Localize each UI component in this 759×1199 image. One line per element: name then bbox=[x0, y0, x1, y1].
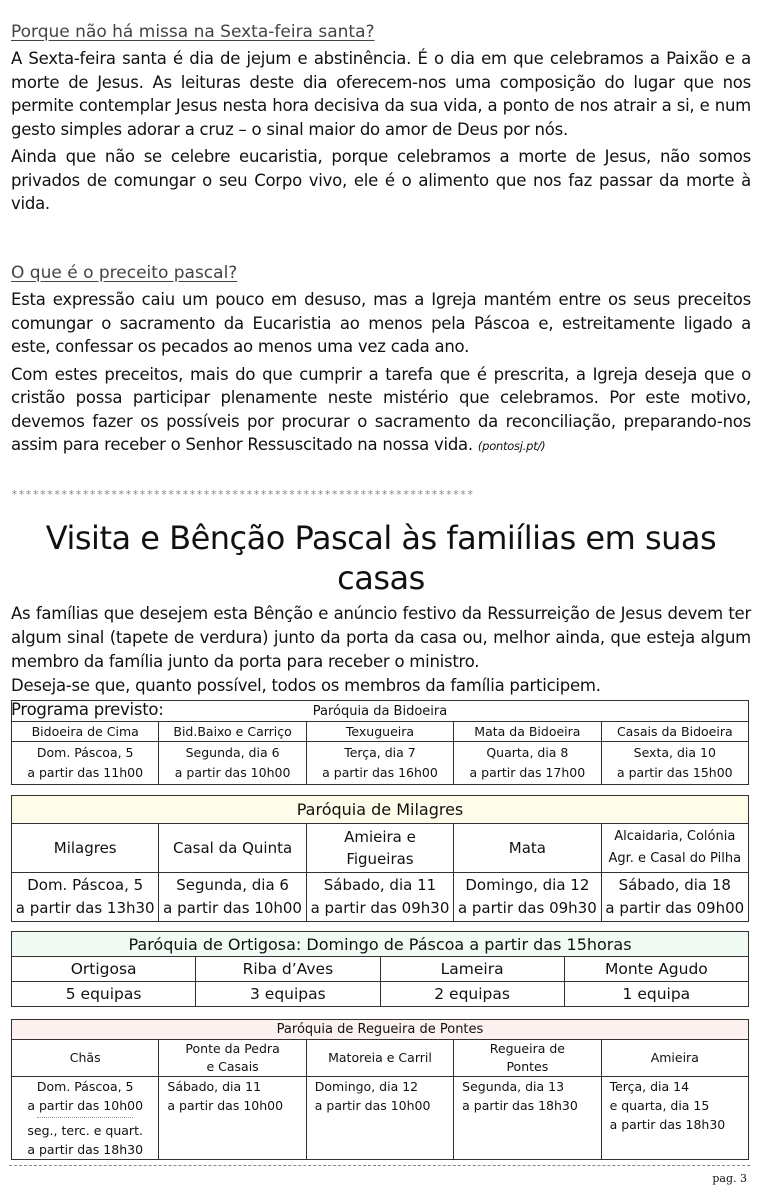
dotted-divider bbox=[37, 1117, 133, 1118]
schedule-day: Domingo, dia 12 bbox=[465, 876, 590, 894]
column-header: Ortigosa bbox=[12, 957, 196, 982]
page-number: pag. 3 bbox=[712, 1172, 747, 1185]
teams-cell: 5 equipas bbox=[12, 982, 196, 1007]
schedule-time: a partir das 18h30 bbox=[27, 1142, 144, 1157]
schedule-cell bbox=[601, 1077, 748, 1160]
schedule-cell bbox=[159, 742, 306, 785]
paragraph-preceito-1: Esta expressão caiu um pouco em desuso, mas a Igreja mantém entre os seus preceitos comungar o sacramento da Eucaristia ao menos pela Páscoa e, estreitamente ligado a este, confessar os pecados ao menos uma vez cada ano. bbox=[11, 290, 751, 356]
schedule-cell bbox=[306, 873, 453, 922]
paragraph-missa-2: Ainda que não se celebre eucaristia, porque celebramos a morte de Jesus, não somos privados de comungar o seu Corpo vivo, ele é o alimento que nos faz passar da morte à vida. bbox=[11, 147, 751, 213]
schedule-cell bbox=[601, 873, 748, 922]
column-header-line: Figueiras bbox=[346, 850, 414, 868]
column-header: Riba d’Aves bbox=[196, 957, 380, 982]
schedule-time: a partir das 16h00 bbox=[322, 765, 438, 780]
schedule-cell bbox=[159, 1077, 306, 1160]
schedule-cell bbox=[12, 1077, 159, 1160]
schedule-time: a partir das 11h00 bbox=[27, 765, 144, 780]
column-header: Amieira bbox=[601, 1040, 748, 1077]
schedule-day: Dom. Páscoa, 5 bbox=[36, 1079, 134, 1094]
teams-cell: 1 equipa bbox=[564, 982, 748, 1007]
schedule-cell bbox=[159, 873, 306, 922]
table-regueira bbox=[11, 1019, 749, 1160]
column-header: Texugueira bbox=[306, 722, 453, 742]
column-header: Mata da Bidoeira bbox=[454, 722, 601, 742]
column-header: Monte Agudo bbox=[564, 957, 748, 982]
column-header: Mata bbox=[454, 824, 601, 873]
column-header-line: Alcaidaria, Colónia bbox=[614, 829, 736, 844]
teams-cell: 2 equipas bbox=[380, 982, 564, 1007]
visita-intro-1: As famílias que desejem esta Bênção e anúncio festivo da Ressurreição de Jesus devem ter algum sinal (tapete de verdura) junto da porta da casa ou, melhor ainda, que esteja algum membro da família junto da porta para receber o ministro. bbox=[11, 604, 751, 671]
schedule-day: Segunda, dia 13 bbox=[462, 1079, 565, 1094]
schedule-time: a partir das 09h30 bbox=[310, 899, 450, 917]
source-citation: (pontosj.pt/) bbox=[477, 439, 546, 453]
column-header: Casais da Bidoeira bbox=[601, 722, 748, 742]
schedule-time: a partir das 17h00 bbox=[469, 765, 586, 780]
table-title-regueira: Paróquia de Regueira de Pontes bbox=[12, 1020, 749, 1040]
section-missa bbox=[11, 20, 751, 216]
paragraph-preceito-2-text: Com estes preceitos, mais do que cumprir a tarefa que é prescrita, a Igreja deseja que o cristão possa participar plenamente neste mistério que celebramos. Por este motivo, devemos fazer os possíveis por procurar o sacramento da reconciliação, preparando-nos assim para receber o Senhor Ressuscitado na nossa vida. bbox=[11, 364, 751, 454]
schedule-day: Segunda, dia 6 bbox=[185, 745, 280, 760]
schedule-cell bbox=[601, 742, 748, 785]
schedule-day: Segunda, dia 6 bbox=[176, 876, 289, 894]
schedule-time: a partir das 13h30 bbox=[15, 899, 155, 917]
column-header: Bid.Baixo e Carriço bbox=[159, 722, 306, 742]
star-separator: ***************************************************************** bbox=[11, 488, 474, 501]
column-header-line: Ponte da Pedra bbox=[185, 1041, 280, 1056]
table-title-bidoeira: Paróquia da Bidoeira bbox=[12, 701, 749, 722]
visita-title: Visita e Bênção Pascal às famiílias em suas casas bbox=[45, 519, 717, 597]
schedule-day: Dom. Páscoa, 5 bbox=[27, 876, 144, 894]
column-header-line: Agr. e Casal do Pilha bbox=[608, 851, 742, 866]
column-header: Bidoeira de Cima bbox=[12, 722, 159, 742]
question-title-preceito: O que é o preceito pascal? bbox=[11, 263, 238, 283]
schedule-cell bbox=[12, 873, 159, 922]
table-milagres bbox=[11, 795, 749, 922]
column-header-line: Pontes bbox=[506, 1059, 549, 1074]
schedule-day: Quarta, dia 8 bbox=[486, 745, 569, 760]
column-header: Casal da Quinta bbox=[159, 824, 306, 873]
table-ortigosa bbox=[11, 931, 749, 1007]
column-header-line: Amieira e bbox=[344, 828, 416, 846]
table-bidoeira bbox=[11, 700, 749, 785]
schedule-day: seg., terc. e quart. bbox=[27, 1123, 143, 1138]
column-header bbox=[159, 1040, 306, 1077]
column-header bbox=[306, 824, 453, 873]
schedule-time: a partir das 10h00 bbox=[27, 1098, 144, 1113]
schedule-time: a partir das 10h00 bbox=[174, 765, 291, 780]
table-title-milagres: Paróquia de Milagres bbox=[12, 796, 749, 824]
schedule-time: a partir das 10h00 bbox=[314, 1098, 431, 1113]
schedule-day: Terça, dia 7 bbox=[344, 745, 416, 760]
schedule-time: a partir das 18h30 bbox=[609, 1117, 726, 1132]
column-header: Lameira bbox=[380, 957, 564, 982]
column-header: Matoreia e Carril bbox=[306, 1040, 453, 1077]
schedule-time: a partir das 09h30 bbox=[457, 899, 597, 917]
schedule-time: a partir das 10h00 bbox=[167, 1098, 284, 1113]
schedule-cell bbox=[12, 742, 159, 785]
schedule-cell bbox=[306, 1077, 453, 1160]
schedule-cell bbox=[454, 742, 601, 785]
column-header: Milagres bbox=[12, 824, 159, 873]
column-header-line: Regueira de bbox=[489, 1041, 565, 1056]
column-header: Chãs bbox=[12, 1040, 159, 1077]
column-header bbox=[601, 824, 748, 873]
schedule-cell bbox=[306, 742, 453, 785]
schedule-day: e quarta, dia 15 bbox=[609, 1098, 710, 1113]
schedule-time: a partir das 10h00 bbox=[163, 899, 302, 917]
paragraph-missa-1: A Sexta-feira santa é dia de jejum e abstinência. É o dia em que celebramos a Paixão e a morte de Jesus. As leituras deste dia oferecem-nos uma composição do lugar que nos permite contemplar Jesus nesta hora decisiva da sua vida, a ponto de nos atrair a si, e num gesto simples adorar a cruz – o sinal maior do amor de Deus por nós. bbox=[11, 49, 751, 139]
schedule-time: a partir das 18h30 bbox=[462, 1098, 578, 1113]
schedule-day: Sábado, dia 18 bbox=[618, 876, 731, 894]
schedule-cell bbox=[454, 873, 601, 922]
schedule-day: Sexta, dia 10 bbox=[633, 745, 716, 760]
schedule-day: Sábado, dia 11 bbox=[167, 1079, 262, 1094]
visita-intro-2: Deseja-se que, quanto possível, todos os membros da família participem. bbox=[11, 676, 601, 695]
schedule-day: Terça, dia 14 bbox=[609, 1079, 690, 1094]
schedule-time: a partir das 15h00 bbox=[616, 765, 733, 780]
teams-cell: 3 equipas bbox=[196, 982, 380, 1007]
schedule-day: Domingo, dia 12 bbox=[314, 1079, 419, 1094]
column-header-line: e Casais bbox=[206, 1059, 259, 1074]
schedule-day: Sábado, dia 11 bbox=[323, 876, 437, 894]
table-title-ortigosa: Paróquia de Ortigosa: Domingo de Páscoa a partir das 15horas bbox=[12, 932, 749, 957]
section-visita bbox=[11, 502, 751, 722]
question-title-missa: Porque não há missa na Sexta-feira santa? bbox=[11, 22, 375, 42]
footer-divider bbox=[9, 1165, 750, 1166]
paragraph-preceito-2 bbox=[11, 363, 751, 459]
column-header bbox=[454, 1040, 601, 1077]
schedule-time: a partir das 09h00 bbox=[605, 899, 745, 917]
schedule-cell bbox=[454, 1077, 601, 1160]
visita-intro-3: Programa previsto: bbox=[11, 700, 164, 719]
section-preceito bbox=[11, 261, 751, 459]
schedule-day: Dom. Páscoa, 5 bbox=[36, 745, 134, 760]
